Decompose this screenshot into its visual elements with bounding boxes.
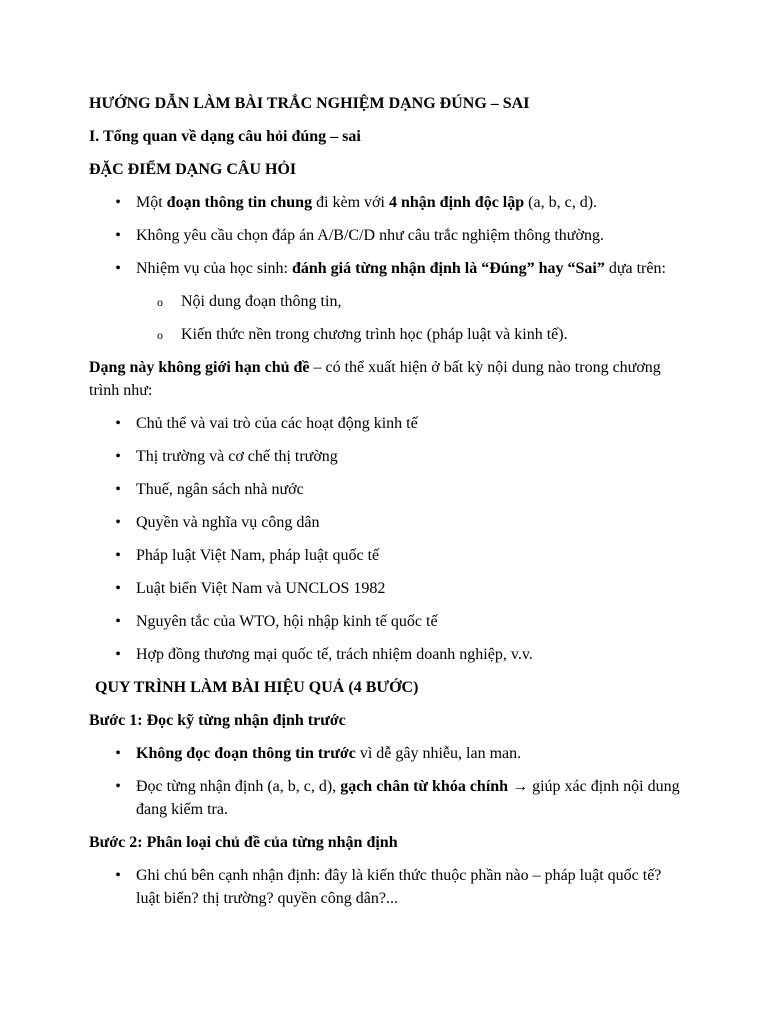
- bullet-icon: •: [115, 580, 121, 597]
- topic-text: Thuế, ngân sách nhà nước: [136, 481, 304, 498]
- text-run: – có thể xuất hiện ở bất kỳ nội dung nào trong chương trình như:: [89, 359, 661, 399]
- bullet-icon: •: [115, 646, 121, 663]
- list-item: [89, 544, 689, 567]
- bold-text: 4 nhận định độc lập: [388, 194, 525, 211]
- features-list: [89, 191, 689, 280]
- topic-text: Hợp đồng thương mại quốc tế, trách nhiệm doanh nghiệp, v.v.: [136, 646, 533, 663]
- list-item: [89, 577, 689, 600]
- list-item: [89, 775, 689, 821]
- list-item: [89, 445, 689, 468]
- topic-text: Nguyên tắc của WTO, hội nhập kinh tế quốc tế: [136, 613, 438, 630]
- text-run: → giúp xác định nội dung đang kiểm tra.: [136, 778, 680, 818]
- process-heading: QUY TRÌNH LÀM BÀI HIỆU QUẢ (4 BƯỚC): [95, 679, 419, 696]
- bullet-icon: •: [115, 260, 121, 277]
- text-run: vì dễ gây nhiễu, lan man.: [355, 745, 522, 762]
- bullet-icon: •: [115, 415, 121, 432]
- text-run: Không yêu cầu chọn đáp án A/B/C/D như câu trắc nghiệm thông thường.: [136, 227, 604, 244]
- topics-list: [89, 412, 689, 666]
- topic-text: Thị trường và cơ chế thị trường: [136, 448, 338, 465]
- bullet-icon: •: [115, 778, 121, 795]
- bold-text: gạch chân từ khóa chính: [340, 778, 509, 795]
- topic-text: Pháp luật Việt Nam, pháp luật quốc tế: [136, 547, 380, 564]
- step1-heading: Bước 1: Đọc kỹ từng nhận định trước: [89, 712, 346, 729]
- bold-text: đánh giá từng nhận định là “Đúng” hay “Sai”: [291, 260, 605, 277]
- bullet-icon: •: [115, 867, 121, 884]
- text-run: dựa trên:: [604, 260, 666, 277]
- bullet-icon: •: [115, 481, 121, 498]
- sub-list-item: [89, 323, 689, 346]
- topic-text: Luật biển Việt Nam và UNCLOS 1982: [136, 580, 386, 597]
- bullet-icon: •: [115, 448, 121, 465]
- bullet-icon: •: [115, 227, 121, 244]
- list-item: [89, 191, 689, 214]
- list-item: [89, 257, 689, 280]
- section-heading-overview: I. Tổng quan về dạng câu hỏi đúng – sai: [89, 128, 361, 145]
- list-item: [89, 610, 689, 633]
- list-item: [89, 643, 689, 666]
- list-item: [89, 412, 689, 435]
- circle-bullet-icon: o: [157, 328, 163, 342]
- bold-text: Dạng này không giới hạn chủ đề: [89, 359, 310, 376]
- bullet-icon: •: [115, 194, 121, 211]
- bold-text: Không đọc đoạn thông tin trước: [136, 745, 356, 762]
- text-run: Một: [136, 194, 167, 211]
- list-item: [89, 511, 689, 534]
- sub-list-item: [89, 290, 689, 313]
- topic-text: Chủ thể và vai trò của các hoạt động kinh tế: [136, 415, 418, 432]
- text-run: Kiến thức nền trong chương trình học (pháp luật và kinh tế).: [181, 326, 568, 343]
- text-run: Ghi chú bên cạnh nhận định: đây là kiến thức thuộc phần nào – pháp luật quốc tế? luật biển? thị trường? quyền công dân?...: [136, 867, 662, 907]
- scope-paragraph: [89, 356, 689, 402]
- step2-list: [89, 864, 689, 910]
- bullet-icon: •: [115, 547, 121, 564]
- list-item: [89, 742, 689, 765]
- bullet-icon: •: [115, 514, 121, 531]
- topic-text: Quyền và nghĩa vụ công dân: [136, 514, 320, 531]
- list-item: [89, 478, 689, 501]
- bullet-icon: •: [115, 613, 121, 630]
- document-title: HƯỚNG DẪN LÀM BÀI TRẮC NGHIỆM DẠNG ĐÚNG – SAI: [89, 95, 530, 112]
- step2-heading: Bước 2: Phân loại chủ đề của từng nhận định: [89, 834, 398, 851]
- text-run: Nội dung đoạn thông tin,: [181, 293, 342, 310]
- text-run: đi kèm với: [312, 194, 389, 211]
- text-run: Nhiệm vụ của học sinh:: [136, 260, 292, 277]
- text-run: (a, b, c, d).: [524, 194, 598, 211]
- circle-bullet-icon: o: [157, 295, 163, 309]
- bold-text: đoạn thông tin chung: [166, 194, 313, 211]
- features-heading: ĐẶC ĐIỂM DẠNG CÂU HỎI: [89, 161, 297, 178]
- bullet-icon: •: [115, 745, 121, 762]
- document-page: [89, 92, 689, 920]
- step1-list: [89, 742, 689, 821]
- text-run: Đọc từng nhận định (a, b, c, d),: [136, 778, 341, 795]
- features-sublist: [89, 290, 689, 346]
- list-item: [89, 224, 689, 247]
- list-item: [89, 864, 689, 910]
